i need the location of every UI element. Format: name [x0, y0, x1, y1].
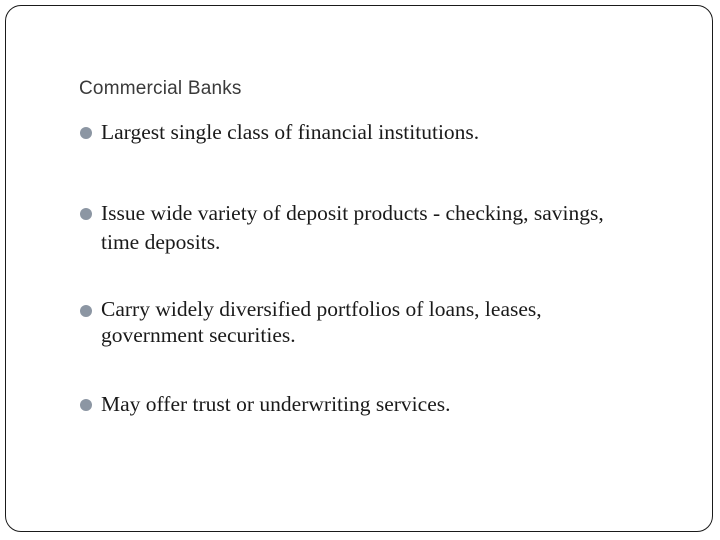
slide-title: Commercial Banks — [79, 78, 242, 99]
bullet-dot-icon — [80, 208, 92, 220]
bullet-dot-icon — [80, 399, 92, 411]
bullet-text: May offer trust or underwriting services. — [101, 392, 451, 416]
bullet-dot-icon — [80, 127, 92, 139]
bullet-text: Largest single class of financial institutions. — [101, 120, 480, 144]
bullet-text: Carry widely diversified portfolios of loans, leases, government securities. — [101, 297, 542, 347]
bullet-text: Issue wide variety of deposit products - checking, savings, time deposits. — [101, 201, 604, 254]
bullet-dot-icon — [80, 305, 92, 317]
